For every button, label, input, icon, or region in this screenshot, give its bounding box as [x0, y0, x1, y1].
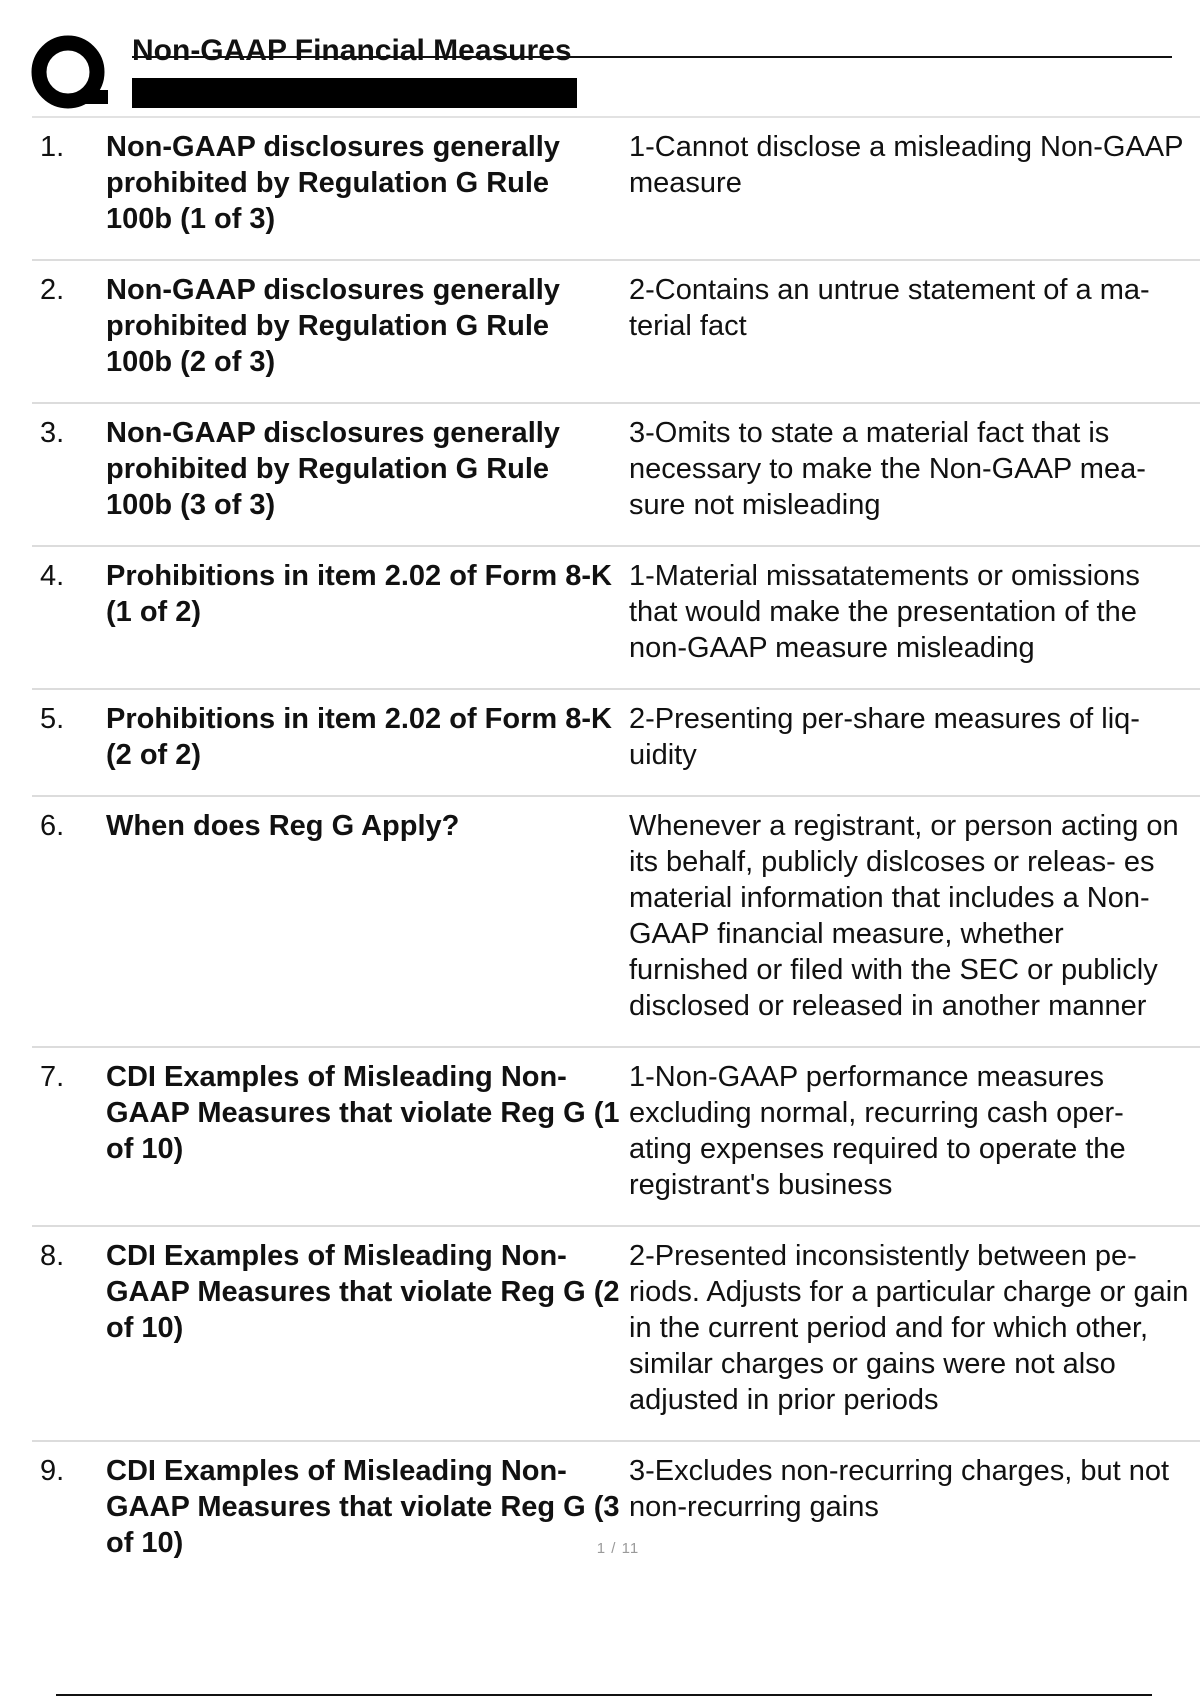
card-definition: 1-Cannot disclose a misleading Non-GAAP measure: [629, 131, 1183, 199]
redaction-bar: [132, 78, 577, 108]
flashcard-row: [32, 402, 1200, 545]
quizlet-logo-icon: [30, 34, 110, 114]
flashcard-row: [32, 545, 1200, 688]
card-number: 5.: [40, 703, 65, 735]
flashcard-row: [32, 116, 1200, 259]
card-term: Non-GAAP disclosures generally prohibited by Regulation G Rule 100b (2 of 3): [106, 274, 560, 378]
card-term: CDI Examples of Misleading Non-GAAP Measures that violate Reg G (1 of 10): [106, 1061, 620, 1165]
card-number: 8.: [40, 1240, 65, 1272]
flashcard-row: [32, 259, 1200, 402]
flashcard-list: [32, 116, 1200, 1583]
card-term: Non-GAAP disclosures generally prohibited by Regulation G Rule 100b (3 of 3): [106, 417, 560, 521]
card-definition: 1-Material missatatements or omissions that would make the presentation of the non-GAAP measure misleading: [629, 560, 1140, 664]
card-definition: 2-Contains an untrue statement of a ma- terial fact: [629, 274, 1150, 342]
document-title: Non-GAAP Financial Measures: [132, 34, 572, 67]
card-term: CDI Examples of Misleading Non-GAAP Measures that violate Reg G (2 of 10): [106, 1240, 620, 1344]
page-number: 1 / 11: [596, 1540, 640, 1557]
card-number: 7.: [40, 1061, 65, 1093]
flashcard-row: [32, 688, 1200, 795]
card-definition: 2-Presented inconsistently between pe- riods. Adjusts for a particular charge or gain in the current period and for which other, similar charges or gains were not also adjusted in prior periods: [629, 1240, 1189, 1416]
card-term: Prohibitions in item 2.02 of Form 8-K (1 of 2): [106, 560, 612, 628]
card-number: 9.: [40, 1455, 65, 1487]
flashcard-row: [32, 1046, 1200, 1225]
card-term: When does Reg G Apply?: [106, 810, 460, 842]
card-definition: 2-Presenting per-share measures of liq- uidity: [629, 703, 1140, 771]
card-number: 1.: [40, 131, 65, 163]
card-term: CDI Examples of Misleading Non-GAAP Measures that violate Reg G (3 of 10): [106, 1455, 620, 1559]
footer-rule: [56, 1694, 1152, 1696]
flashcard-row: [32, 1225, 1200, 1440]
card-number: 2.: [40, 274, 65, 306]
card-term: Non-GAAP disclosures generally prohibited by Regulation G Rule 100b (1 of 3): [106, 131, 560, 235]
card-definition: Whenever a registrant, or person acting on its behalf, publicly dislcoses or releas- es material information that includes a Non-GAAP financial measure, whether furnished or filed with the SEC or publicly disclosed or released in another manner: [629, 810, 1179, 1022]
document-header: [30, 30, 1140, 110]
card-number: 3.: [40, 417, 65, 449]
card-number: 6.: [40, 810, 65, 842]
card-definition: 3-Omits to state a material fact that is necessary to make the Non-GAAP mea- sure not misleading: [629, 417, 1146, 521]
flashcard-row: [32, 1440, 1200, 1583]
card-number: 4.: [40, 560, 65, 592]
card-definition: 1-Non-GAAP performance measures excluding normal, recurring cash oper- ating expenses required to operate the registrant's business: [629, 1061, 1126, 1201]
card-definition: 3-Excludes non-recurring charges, but not non-recurring gains: [629, 1455, 1170, 1523]
flashcard-row: [32, 795, 1200, 1046]
card-term: Prohibitions in item 2.02 of Form 8-K (2 of 2): [106, 703, 612, 771]
